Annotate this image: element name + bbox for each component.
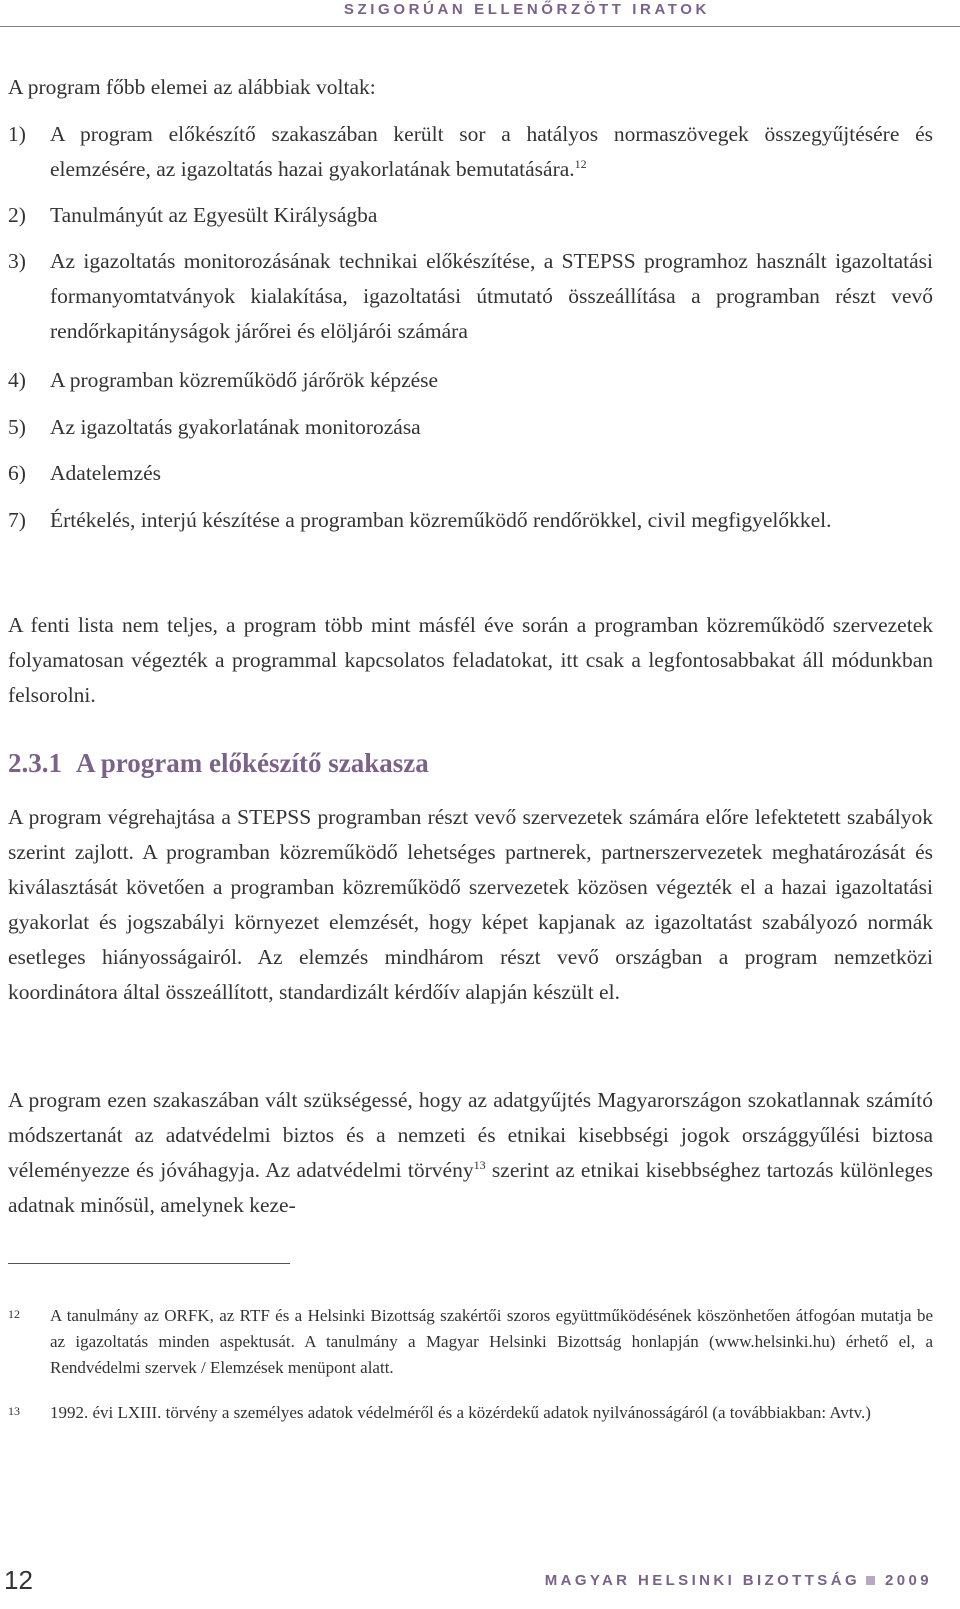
- footnote-rule: [8, 1263, 290, 1264]
- list-item: [8, 117, 933, 187]
- list-item: [8, 503, 933, 538]
- footnote: [8, 1400, 933, 1426]
- list-item-text: Értékelés, interjú készítése a programban közreműködő rendőrökkel, civil megfigyelőkkel.: [50, 508, 832, 532]
- footer-organization: [545, 1572, 932, 1589]
- footnote-ref: 12: [574, 157, 587, 171]
- footnote-ref: 13: [473, 1158, 486, 1172]
- footer-year: 2009: [885, 1572, 932, 1589]
- intro-text: A program főbb elemei az alábbiak voltak:: [8, 75, 376, 99]
- list-item-text: Az igazoltatás monitorozásának technikai előkészítése, a STEPSS programhoz használt igazoltatási formanyomtatványok kialakítása, igazoltatási útmutató összeállítása a programban részt vevő rendőrkapitányságok járőrei és elöljárói számára: [50, 249, 933, 343]
- square-separator-icon: [866, 1576, 875, 1585]
- list-item-number: 1): [8, 122, 26, 146]
- footnote-text: A tanulmány az ORFK, az RTF és a Helsinki Bizottság szakértői szoros együttműködésének köszönhetően átfogóan mutatja be az igazoltatás minden aspektusát. A tanulmány a Magyar Helsinki Bizottság honlapján (www.helsinki.hu) érhető el, a Rendvédelmi szervek / Elemzések menüpont alatt.: [50, 1306, 933, 1377]
- footnote-number: 12: [8, 1307, 20, 1321]
- list-item-number: 2): [8, 203, 26, 227]
- section-number: 2.3.1: [8, 748, 62, 778]
- list-item-text: Az igazoltatás gyakorlatának monitorozása: [50, 415, 421, 439]
- list-item-text: A programban közreműködő járőrök képzése: [50, 368, 439, 392]
- list-item-text: Adatelemzés: [50, 461, 162, 485]
- list-item-number: 7): [8, 508, 26, 532]
- footnote-number: 13: [8, 1404, 20, 1418]
- section-paragraph: A program végrehajtása a STEPSS programban részt vevő szervezetek számára előre lefektetett szabályok szerint zajlott. A programban közreműködő lehetséges partnerek, partnerszervezetek meghatározását és kiválasztását követően a programban közreműködő szervezetek közösen végezték el a hazai igazoltatási gyakorlat és jogszabályi környezet elemzését, hogy képet kapjanak az igazoltatást szabályozó normák esetleges hiányosságairól. Az elemzés mindhárom részt vevő országban a program nemzetközi koordinátora által összeállított, standardizált kérdőív alapján készült el.: [8, 805, 933, 1004]
- running-head: [0, 0, 960, 27]
- footnote-text: 1992. évi LXIII. törvény a személyes adatok védelméről és a közérdekű adatok nyilvánosságáról (a továbbiakban: Avtv.): [50, 1403, 871, 1422]
- list-item: [8, 244, 933, 349]
- list-note-paragraph: A fenti lista nem teljes, a program több mint másfél éve során a programban közreműködő szervezetek folyamatosan végezték a programmal kapcsolatos feladatokat, itt csak a legfontosabbakat áll módunkban felsorolni.: [8, 613, 933, 707]
- section-heading: [8, 748, 429, 779]
- list-item: [8, 363, 933, 398]
- list-item-number: 4): [8, 368, 26, 392]
- list-item: [8, 456, 933, 491]
- list-item-text: A program előkészítő szakaszában került sor a hatályos normaszövegek összegyűjtésére és elemzésére, az igazoltatás hazai gyakorlatának bemutatására.$^{12}$: [50, 122, 933, 181]
- list-item: [8, 410, 933, 445]
- page-number: 12: [4, 1565, 33, 1595]
- section-title: A program előkészítő szakasza: [76, 748, 429, 778]
- closing-paragraph: A program ezen szakaszában vált szükségessé, hogy az adatgyűjtés Magyarországon szokatlannak számító módszertanát az adatvédelmi biztos és a nemzeti és etnikai kisebbségi jogok országgyűlési biztosa véleményezze és jóváhagyja. Az adatvédelmi törvény$^{13}$ szerint az etnikai kisebbséghez tartozás különleges adatnak minősül, amelynek keze-: [8, 1088, 934, 1217]
- list-item-text: Tanulmányút az Egyesült Királyságba: [50, 203, 378, 227]
- list-item-number: 6): [8, 461, 26, 485]
- list-item-number: 5): [8, 415, 26, 439]
- list-item: [8, 198, 933, 233]
- footer-org-name: MAGYAR HELSINKI BIZOTTSÁG: [544, 1572, 861, 1589]
- running-head-text: SZIGORÚAN ELLENŐRZÖTT IRATOK: [343, 1, 710, 18]
- footnote: [8, 1303, 933, 1381]
- list-item-number: 3): [8, 249, 26, 273]
